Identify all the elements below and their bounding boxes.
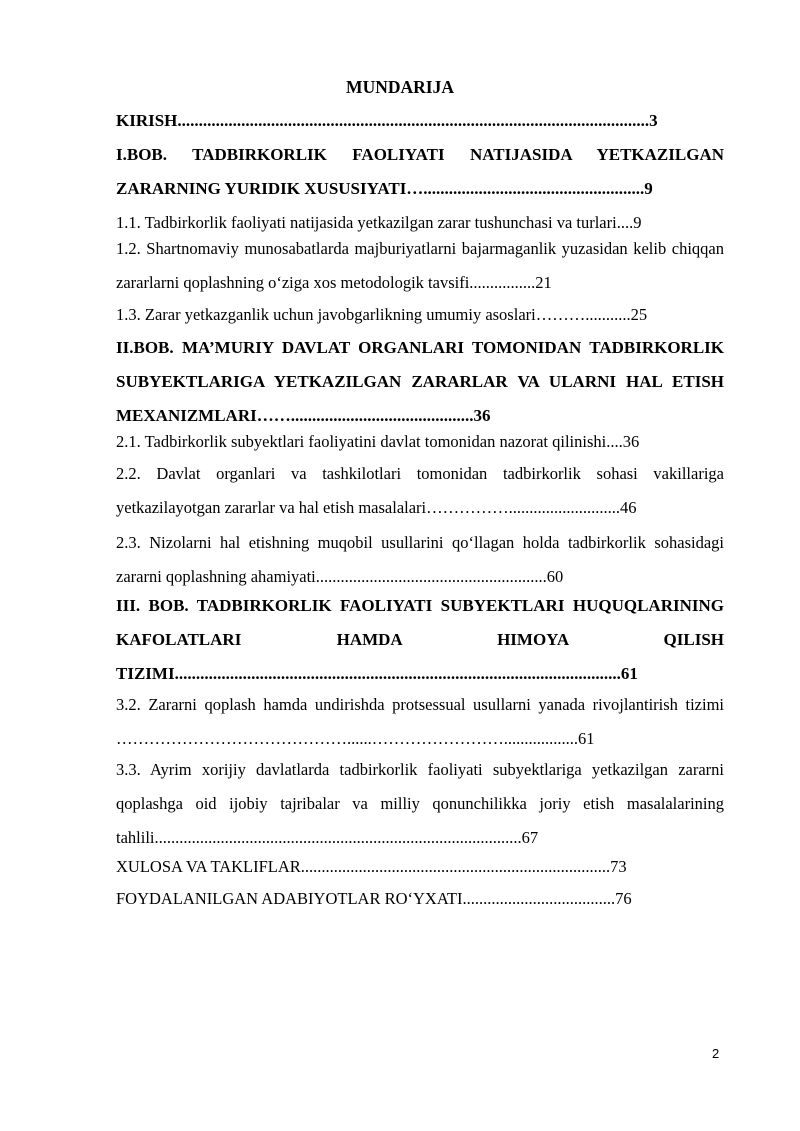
toc-entry-chapter-2: II.BOB. MA’MURIY DAVLAT ORGANLARI TOMONIDAN TADBIRKORLIK SUBYEKTLARIGA YETKAZILGAN ZARARLAR VA ULARNI HAL ETISH MEXANIZMLARI……...........................................36 [116, 338, 724, 425]
toc-entry-chapter-3: III. BOB. TADBIRKORLIK FAOLIYATI SUBYEKTLARI HUQUQLARINING KAFOLATLARI HAMDA HIMOYA QILISH TIZIMI.........................................................................................................61 [116, 596, 724, 683]
page-number: 2 [712, 1046, 720, 1061]
toc-entry-2-3: 2.3. Nizolarni hal etishning muqobil usullarini qo‘llagan holda tadbirkorlik sohasidagi zararni qoplashning ahamiyati........................................................60 [116, 533, 724, 586]
toc-entry-1-1: 1.1. Tadbirkorlik faoliyati natijasida yetkazilgan zarar tushunchasi va turlari....9 [116, 213, 642, 232]
toc-entry-2-1: 2.1. Tadbirkorlik subyektlari faoliyatini davlat tomonidan nazorat qilinishi....36 [116, 432, 640, 451]
toc-entry-3-3: 3.3. Ayrim xorijiy davlatlarda tadbirkorlik faoliyati subyektlariga yetkazilgan zararni qoplashga oid ijobiy tajribalar va milliy qonunchilikka joriy etish masalalarining tahlili.........................................................................................67 [116, 760, 724, 847]
page-title: MUNDARIJA [346, 77, 454, 97]
toc-entry-bibliography: FOYDALANILGAN ADABIYOTLAR RO‘YXATI.....................................76 [116, 889, 632, 908]
toc-entry-2-2: 2.2. Davlat organlari va tashkilotlari tomonidan tadbirkorlik sohasi vakillariga yetkazilayotgan zararlar va hal etish masalalari……………...........................46 [116, 464, 724, 517]
toc-entry-conclusions: XULOSA VA TAKLIFLAR...........................................................................73 [116, 857, 627, 876]
toc-entry-1-2: 1.2. Shartnomaviy munosabatlarda majburiyatlarni bajarmaganlik yuzasidan kelib chiqqan zararlarni qoplashning o‘ziga xos metodologik tavsifi................21 [116, 239, 724, 292]
toc-entry-kirish: KIRISH...............................................................................................................3 [116, 111, 658, 130]
toc-entry-chapter-1: I.BOB. TADBIRKORLIK FAOLIYATI NATIJASIDA YETKAZILGAN ZARARNING YURIDIK XUSUSIYATI…....................................................9 [116, 145, 724, 198]
toc-entry-1-3: 1.3. Zarar yetkazganlik uchun javobgarlikning umumiy asoslari………...........25 [116, 305, 648, 324]
toc-entry-3-2: 3.2. Zararni qoplash hamda undirishda protsessual usullarni yanada rivojlantirish tizimi ……………………………………......……………………..................61 [116, 695, 724, 748]
